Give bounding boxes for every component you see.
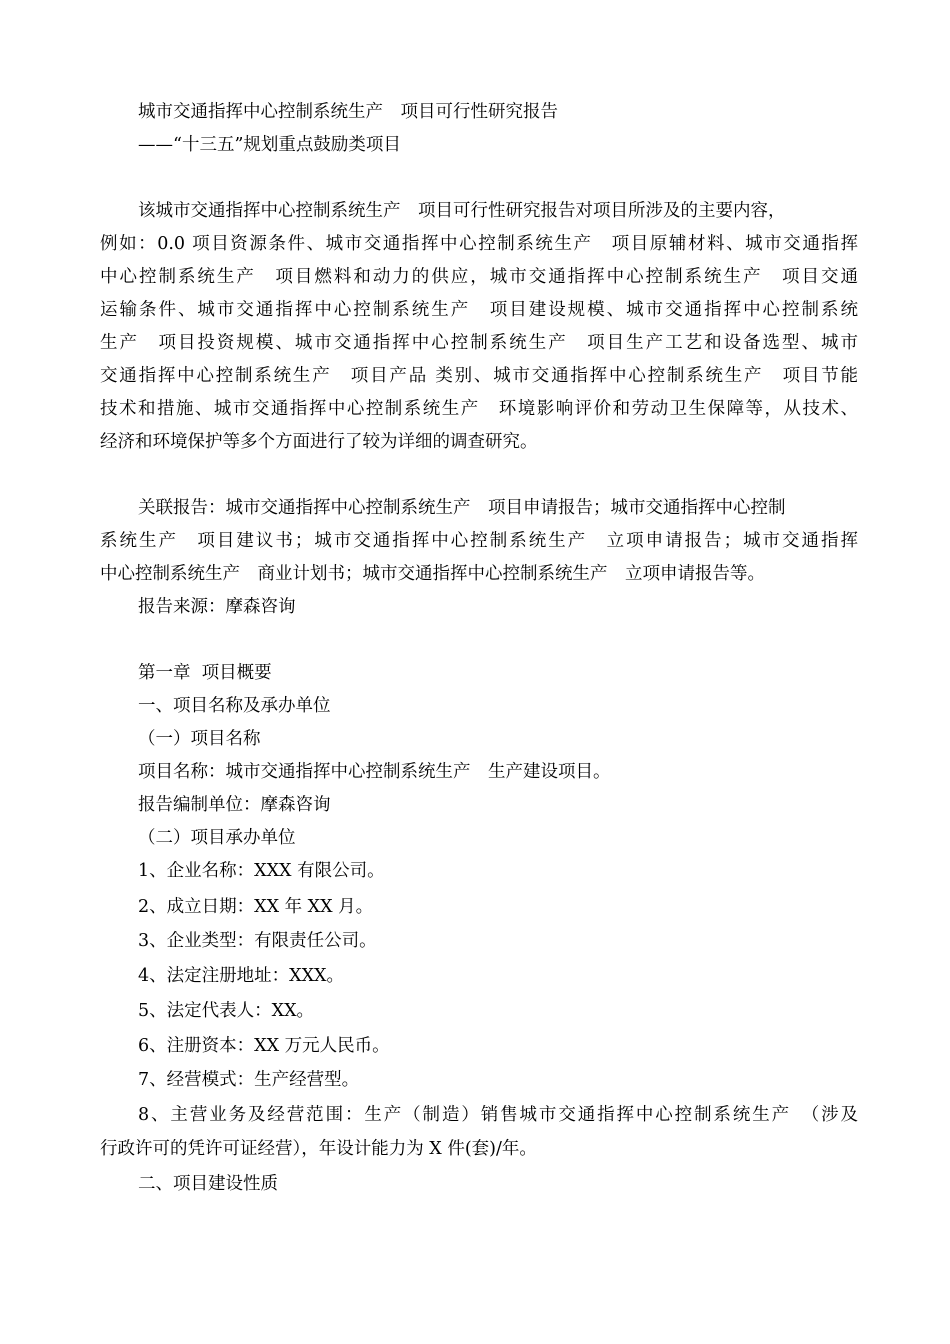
- company-info-item: 7、经营模式：生产经营型。: [138, 1070, 360, 1090]
- intro-line: 该城市交通指挥中心控制系统生产 项目可行性研究报告对项目所涉及的主要内容，: [138, 201, 786, 221]
- intro-line: 技术和措施、城市交通指挥中心控制系统生产 环境影响评价和劳动卫生保障等，从技术、: [100, 399, 858, 419]
- related-reports-line: 关联报告：城市交通指挥中心控制系统生产 项目申请报告；城市交通指挥中心控制: [138, 498, 786, 518]
- intro-line: 交通指挥中心控制系统生产 项目产品 类别、城市交通指挥中心控制系统生产 项目节能: [100, 366, 858, 386]
- intro-line: 例如：0.0 项目资源条件、城市交通指挥中心控制系统生产 项目原辅材料、城市交通指挥: [100, 234, 858, 254]
- company-info-item: 5、法定代表人：XX。: [138, 1001, 315, 1021]
- company-info-item: 4、法定注册地址：XXX。: [138, 966, 345, 986]
- related-reports-line: 系统生产 项目建议书；城市交通指挥中心控制系统生产 立项申请报告；城市交通指挥: [100, 531, 858, 551]
- compiler-line: 报告编制单位：摩森咨询: [138, 795, 331, 815]
- intro-line: 生产 项目投资规模、城市交通指挥中心控制系统生产 项目生产工艺和设备选型、城市: [100, 333, 858, 353]
- business-scope-line: 行政许可的凭许可证经营），年设计能力为 X 件(套)/年。: [100, 1139, 537, 1159]
- related-reports-line: 中心控制系统生产 商业计划书；城市交通指挥中心控制系统生产 立项申请报告等。: [100, 564, 765, 584]
- business-scope-line: 8、主营业务及经营范围：生产（制造）销售城市交通指挥中心控制系统生产 （涉及: [138, 1105, 858, 1125]
- intro-line: 运输条件、城市交通指挥中心控制系统生产 项目建设规模、城市交通指挥中心控制系统: [100, 300, 858, 320]
- company-info-item: 3、企业类型：有限责任公司。: [138, 931, 377, 951]
- company-info-item: 2、成立日期：XX 年 XX 月。: [138, 897, 374, 917]
- intro-line: 经济和环境保护等多个方面进行了较为详细的调查研究。: [100, 432, 538, 452]
- company-info-item: 1、企业名称：XXX 有限公司。: [138, 861, 385, 881]
- company-info-item: 6、注册资本：XX 万元人民币。: [138, 1036, 390, 1056]
- subsection-heading: （一）项目名称: [138, 729, 261, 749]
- section-heading: 二、项目建设性质: [138, 1174, 278, 1194]
- section-heading: 一、项目名称及承办单位: [138, 696, 331, 716]
- report-source: 报告来源：摩森咨询: [138, 597, 296, 617]
- chapter-title: 第一章 项目概要: [138, 663, 272, 683]
- report-subtitle: ——“十三五”规划重点鼓励类项目: [138, 135, 401, 155]
- intro-line: 中心控制系统生产 项目燃料和动力的供应，城市交通指挥中心控制系统生产 项目交通: [100, 267, 858, 287]
- subsection-heading: （二）项目承办单位: [138, 828, 296, 848]
- report-title: 城市交通指挥中心控制系统生产 项目可行性研究报告: [138, 102, 558, 122]
- project-name-line: 项目名称：城市交通指挥中心控制系统生产 生产建设项目。: [138, 762, 611, 782]
